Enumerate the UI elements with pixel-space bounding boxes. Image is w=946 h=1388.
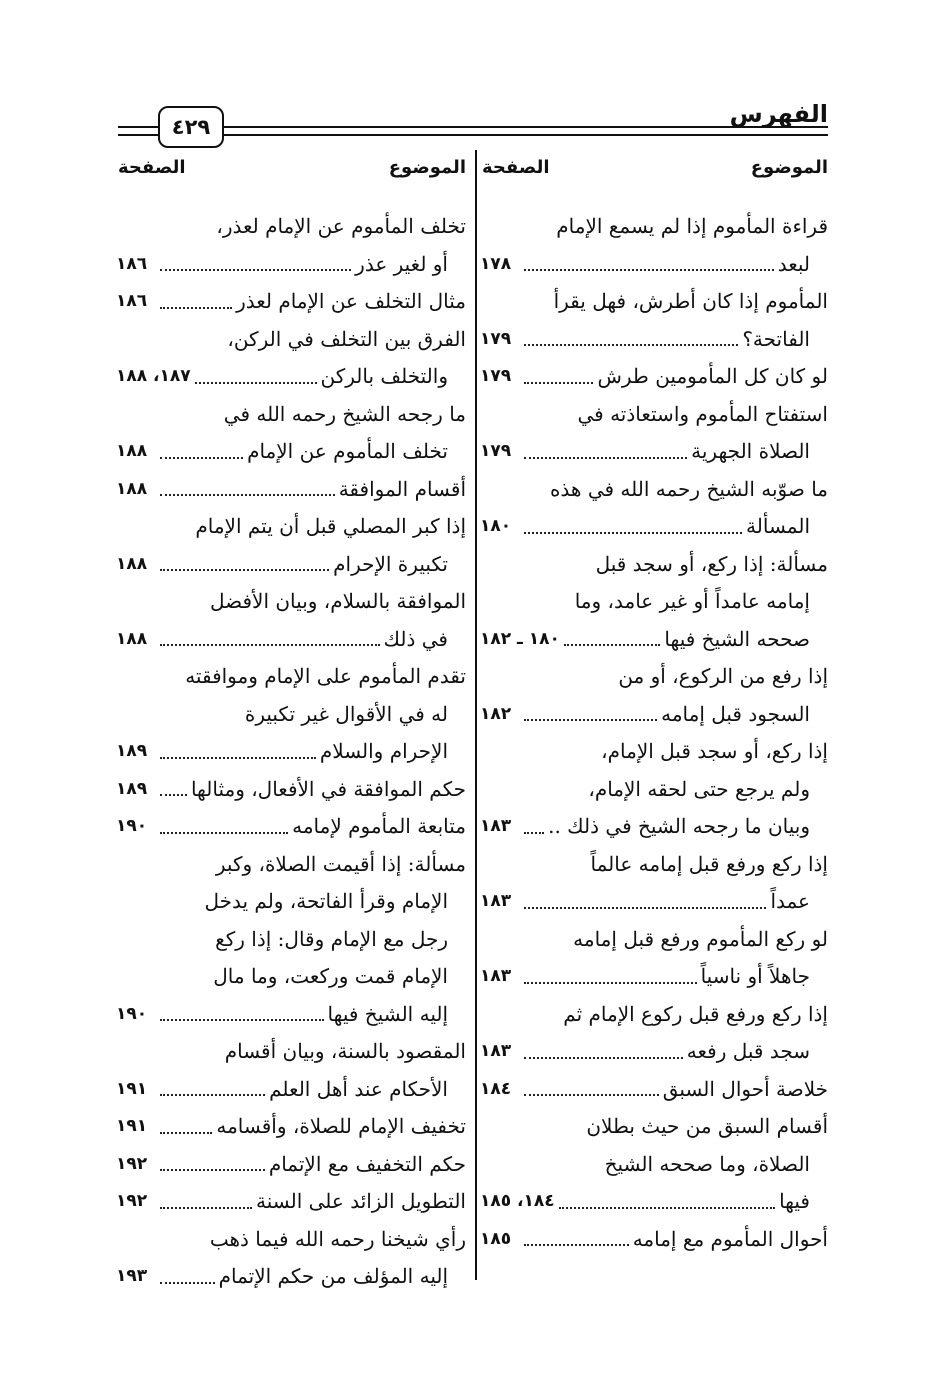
entry-text: مسألة: إذا أقيمت الصلاة، وكبر xyxy=(215,851,466,876)
index-entry-line xyxy=(116,508,466,546)
index-entry xyxy=(480,846,828,921)
entry-text: ما صوّبه الشيخ رحمه الله في هذه xyxy=(549,476,828,501)
entry-text: إذا ركع ورفع قبل إمامه عالماً xyxy=(590,851,828,876)
entry-text: المسألة xyxy=(746,514,810,538)
entry-page-number: ١٨٨ xyxy=(116,553,148,574)
leader-dots xyxy=(160,494,335,496)
leader-dots xyxy=(524,1244,629,1246)
entry-text: إليه المؤلف من حكم الإتمام xyxy=(218,1264,448,1288)
entry-text: سجد قبل رفعه xyxy=(686,1039,810,1063)
index-entry xyxy=(116,283,466,321)
leader-dots xyxy=(524,832,544,834)
entry-text: في ذلك xyxy=(383,626,448,651)
entry-text: أقسام السبق من حيث بطلان xyxy=(586,1114,828,1138)
right-col-page-header: الصفحة xyxy=(482,157,550,178)
index-entry xyxy=(480,1108,828,1221)
index-entry-line xyxy=(480,321,828,359)
entry-text: الإمام قمت وركعت، وما مال xyxy=(213,964,448,988)
index-entry-line xyxy=(480,1221,828,1259)
entry-text: تخلف المأموم عن الإمام لعذر، xyxy=(216,214,466,238)
index-entry xyxy=(116,1183,466,1221)
index-entry-line xyxy=(480,958,828,996)
leader-dots xyxy=(524,1057,683,1059)
entry-page-number: ١٨٠ xyxy=(480,516,512,536)
leader-dots xyxy=(524,344,738,346)
entry-page-number: ١٨٤، ١٨٥ xyxy=(480,1191,555,1211)
entry-page-number: ١٨٦ xyxy=(116,253,148,274)
index-entry xyxy=(116,1146,466,1184)
index-entry-line xyxy=(480,996,828,1034)
index-entry-line xyxy=(480,621,828,659)
leader-dots xyxy=(160,1207,252,1209)
index-entry xyxy=(116,808,466,846)
index-entry-line xyxy=(480,396,828,434)
leader-dots xyxy=(524,457,687,459)
entry-text: ولم يرجع حتى لحقه الإمام، xyxy=(588,776,810,801)
index-entry xyxy=(116,1033,466,1108)
entry-text: الفاتحة؟ xyxy=(742,326,810,351)
index-entry xyxy=(116,208,466,283)
entry-page-number: ١٨٨ xyxy=(116,441,148,461)
index-entry-line xyxy=(480,358,828,396)
entry-page-number: ١٨٩ xyxy=(116,778,148,799)
entry-text: الأحكام عند أهل العلم xyxy=(269,1076,448,1101)
entry-text: رأي شيخنا رحمه الله فيما ذهب xyxy=(209,1226,466,1251)
leader-dots xyxy=(160,1132,212,1134)
right-col-topic-header: الموضوع xyxy=(750,157,828,178)
entry-page-number: ١٨٨ xyxy=(116,628,148,649)
index-entry-line xyxy=(116,358,466,396)
index-entry xyxy=(480,283,828,358)
leader-dots xyxy=(195,382,317,384)
leader-dots xyxy=(160,832,288,834)
index-entry xyxy=(116,846,466,1034)
entry-page-number: ١٩١ xyxy=(116,1078,148,1099)
entry-text: والتخلف بالركن xyxy=(320,364,448,388)
entry-text: تخلف المأموم عن الإمام xyxy=(247,439,448,463)
index-entry-line xyxy=(116,396,466,434)
entry-text: وبيان ما رجحه الشيخ في ذلك .. xyxy=(548,814,810,838)
entry-text: جاهلاً أو ناسياً xyxy=(700,964,810,988)
index-entry xyxy=(480,358,828,396)
entry-page-number: ١٧٩ xyxy=(480,328,512,349)
entry-text: خلاصة أحوال السبق xyxy=(662,1076,828,1101)
leader-dots xyxy=(524,269,774,271)
index-entry-line xyxy=(116,996,466,1034)
index-entry xyxy=(480,471,828,546)
leader-dots xyxy=(524,719,657,721)
index-entry-line xyxy=(480,921,828,959)
index-entry-line xyxy=(480,546,828,584)
entry-text: صححه الشيخ فيها xyxy=(664,626,810,651)
leader-dots xyxy=(524,1094,659,1096)
index-entry-line xyxy=(116,733,466,771)
column-divider xyxy=(475,150,477,1280)
index-entry-line xyxy=(116,546,466,584)
leader-dots xyxy=(160,307,232,309)
index-entry-line xyxy=(480,1146,828,1184)
entry-text: إذا ركع ورفع قبل ركوع الإمام ثم xyxy=(563,1001,828,1026)
index-entry-line xyxy=(116,921,466,959)
entry-text: مسألة: إذا ركع، أو سجد قبل xyxy=(595,551,828,576)
entry-text: رجل مع الإمام وقال: إذا ركع xyxy=(215,926,448,951)
entry-page-number: ١٩٣ xyxy=(116,1266,148,1286)
entry-text: الصلاة، وما صححه الشيخ xyxy=(604,1151,810,1176)
leader-dots xyxy=(524,382,593,384)
index-entry-line xyxy=(480,658,828,696)
index-entry-line xyxy=(480,771,828,809)
entry-text: عمداً xyxy=(770,889,810,913)
leader-dots xyxy=(160,794,187,796)
index-entry-line xyxy=(480,246,828,284)
index-entry xyxy=(116,471,466,509)
index-entry-line xyxy=(116,958,466,996)
index-entry-line xyxy=(480,1033,828,1071)
index-entry-line xyxy=(116,696,466,734)
index-entry-line xyxy=(116,1183,466,1221)
entry-page-number: ١٨٠ ـ ١٨٢ xyxy=(480,628,560,649)
index-entry xyxy=(480,1071,828,1109)
entry-text: أقسام الموافقة xyxy=(338,476,466,501)
leader-dots xyxy=(160,1169,265,1171)
index-entry-line xyxy=(116,808,466,846)
index-entry-line xyxy=(480,1071,828,1109)
leader-dots xyxy=(524,532,742,534)
index-entry-line xyxy=(116,846,466,884)
entry-text: إليه الشيخ فيها xyxy=(327,1001,448,1026)
index-entry-line xyxy=(116,658,466,696)
leader-dots xyxy=(160,1282,215,1284)
index-entry-line xyxy=(116,321,466,359)
entry-text: لو ركع المأموم ورفع قبل إمامه xyxy=(573,926,828,951)
entry-page-number: ١٨٣ xyxy=(480,1041,512,1061)
index-entry-line xyxy=(116,1258,466,1296)
index-entry-line xyxy=(116,433,466,471)
index-entry xyxy=(116,771,466,809)
index-entry-line xyxy=(116,1108,466,1146)
entry-page-number: ١٨٧، ١٨٨ xyxy=(116,366,191,386)
entry-text: الإحرام والسلام xyxy=(319,739,448,763)
index-entry-line xyxy=(480,1108,828,1146)
entry-text: لبعد xyxy=(777,251,810,276)
index-entry xyxy=(480,733,828,846)
entry-page-number: ١٨٦ xyxy=(116,291,148,311)
entry-text: الموافقة بالسلام، وبيان الأفضل xyxy=(210,589,466,613)
index-entry-line xyxy=(116,246,466,284)
index-entry-line xyxy=(116,1146,466,1184)
index-entry xyxy=(116,1108,466,1146)
index-entry xyxy=(116,508,466,583)
index-entry-line xyxy=(116,621,466,659)
index-entry-line xyxy=(480,283,828,321)
leader-dots xyxy=(160,644,380,646)
entry-page-number: ١٨٣ xyxy=(480,891,512,911)
entry-text: لو كان كل المأمومين طرش xyxy=(597,364,828,388)
entry-text: تخفيف الإمام للصلاة، وأقسامه xyxy=(216,1114,466,1138)
leader-dots xyxy=(160,757,316,759)
index-entry-line xyxy=(116,883,466,921)
index-entry-line xyxy=(480,883,828,921)
index-entry xyxy=(480,921,828,996)
leader-dots xyxy=(524,907,766,909)
left-col-topic-header: الموضوع xyxy=(388,157,466,178)
leader-dots xyxy=(160,1019,324,1021)
entry-text: أحوال المأموم مع إمامه xyxy=(632,1226,828,1251)
index-entry-line xyxy=(480,846,828,884)
index-entry xyxy=(480,396,828,471)
index-entry xyxy=(116,1221,466,1296)
entry-text: تكبيرة الإحرام xyxy=(333,551,448,576)
left-col-page-header: الصفحة xyxy=(118,157,186,178)
entry-page-number: ١٩٠ xyxy=(116,816,148,836)
entry-page-number: ١٨٣ xyxy=(480,816,512,836)
index-entry-line xyxy=(116,208,466,246)
index-entry-line xyxy=(116,283,466,321)
entry-text: له في الأقوال غير تكبيرة xyxy=(244,701,448,726)
entry-text: إذا ركع، أو سجد قبل الإمام، xyxy=(601,739,828,763)
leader-dots xyxy=(524,982,697,984)
index-entry-line xyxy=(116,471,466,509)
entry-text: حكم الموافقة في الأفعال، ومثالها xyxy=(190,776,466,801)
index-entry xyxy=(480,996,828,1071)
index-entry xyxy=(480,1221,828,1259)
entry-text: إمامه عامداً أو غير عامد، وما xyxy=(574,589,810,613)
index-entry-line xyxy=(116,1071,466,1109)
index-entry-line xyxy=(480,1183,828,1221)
leader-dots xyxy=(160,1094,265,1096)
entry-text: تقدم المأموم على الإمام وموافقته xyxy=(185,664,466,688)
index-entry xyxy=(116,658,466,771)
entry-text: فيها xyxy=(779,1189,810,1213)
entry-page-number: ١٨٢ xyxy=(480,703,512,724)
entry-text: المقصود بالسنة، وبيان أقسام xyxy=(224,1039,466,1063)
index-entry xyxy=(480,208,828,283)
index-entry xyxy=(480,546,828,659)
entry-text: الصلاة الجهرية xyxy=(691,439,810,463)
page-number: ٤٢٩ xyxy=(171,115,211,139)
entry-page-number: ١٨٣ xyxy=(480,966,512,986)
leader-dots xyxy=(160,569,329,571)
index-entry xyxy=(116,321,466,396)
entry-page-number: ١٧٩ xyxy=(480,366,512,386)
entry-page-number: ١٧٩ xyxy=(480,441,512,461)
index-entry-line xyxy=(480,208,828,246)
entry-text: إذا رفع من الركوع، أو من xyxy=(618,664,828,688)
index-entry-line xyxy=(480,508,828,546)
entry-page-number: ١٩١ xyxy=(116,1116,148,1136)
entry-text: مثال التخلف عن الإمام لعذر xyxy=(236,289,466,313)
leader-dots xyxy=(160,457,243,459)
index-entry-line xyxy=(480,696,828,734)
index-entry-line xyxy=(116,771,466,809)
entry-text: قراءة المأموم إذا لم يسمع الإمام xyxy=(556,214,828,238)
index-entry-line xyxy=(116,583,466,621)
index-entry-line xyxy=(116,1221,466,1259)
entry-page-number: ١٨٥ xyxy=(480,1228,512,1249)
entry-text: الإمام وقرأ الفاتحة، ولم يدخل xyxy=(204,889,448,913)
right-index-column xyxy=(480,208,828,1258)
entry-page-number: ١٧٨ xyxy=(480,253,512,274)
leader-dots xyxy=(559,1207,775,1209)
index-entry-line xyxy=(480,733,828,771)
index-entry-line xyxy=(480,433,828,471)
entry-text: المأموم إذا كان أطرش، فهل يقرأ xyxy=(553,289,828,313)
entry-text: أو لغير عذر xyxy=(355,251,448,276)
index-entry-line xyxy=(480,583,828,621)
index-entry-line xyxy=(116,1033,466,1071)
entry-text: استفتاح المأموم واستعاذته في xyxy=(577,401,828,426)
leader-dots xyxy=(564,644,660,646)
running-header-title: الفهرس xyxy=(729,100,828,128)
index-entry-line xyxy=(480,808,828,846)
leader-dots xyxy=(160,269,351,271)
entry-text: حكم التخفيف مع الإتمام xyxy=(268,1151,466,1176)
entry-page-number: ١٨٨ xyxy=(116,478,148,499)
entry-page-number: ١٩٢ xyxy=(116,1153,148,1174)
header-double-rule xyxy=(118,126,828,136)
index-entry xyxy=(116,583,466,658)
entry-page-number: ١٨٩ xyxy=(116,741,148,761)
entry-text: التطويل الزائد على السنة xyxy=(256,1189,466,1213)
entry-page-number: ١٨٤ xyxy=(480,1078,512,1099)
entry-page-number: ١٩٠ xyxy=(116,1003,148,1024)
index-entry xyxy=(116,396,466,471)
entry-page-number: ١٩٢ xyxy=(116,1191,148,1211)
entry-text: متابعة المأموم لإمامه xyxy=(292,814,466,838)
entry-text: ما رجحه الشيخ رحمه الله في xyxy=(223,401,466,426)
entry-text: الفرق بين التخلف في الركن، xyxy=(227,326,466,351)
entry-text: إذا كبر المصلي قبل أن يتم الإمام xyxy=(195,514,466,538)
page-number-box xyxy=(158,106,224,148)
index-entry-line xyxy=(480,471,828,509)
index-entry xyxy=(480,658,828,733)
entry-text: السجود قبل إمامه xyxy=(661,701,810,726)
left-index-column xyxy=(116,208,466,1296)
